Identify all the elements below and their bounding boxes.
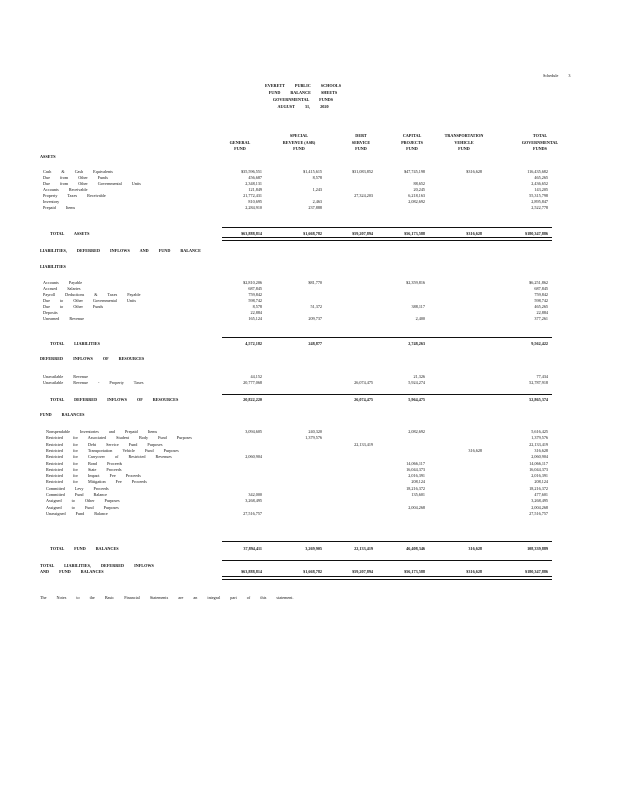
total-assets-value: $63,888,814 bbox=[241, 231, 262, 236]
deferred-row-value: 20,777,068 bbox=[243, 380, 262, 385]
asset-row-value: 2,895,847 bbox=[531, 199, 548, 204]
liability-row-value: 22,884 bbox=[250, 310, 262, 315]
report-title: AUGUST 31, 2020 bbox=[277, 104, 329, 109]
fund-balance-row-value: 477,601 bbox=[534, 492, 548, 497]
fund-balance-row-label: Assigned to Other Purposes bbox=[46, 498, 120, 504]
total-fund-balances-value: 37,894,411 bbox=[243, 546, 262, 551]
asset-row-value: $31,083,852 bbox=[352, 169, 373, 174]
liability-row-value: 759,842 bbox=[248, 292, 262, 297]
liability-row-value: $2,810,206 bbox=[243, 280, 262, 285]
liability-row-label: Due to Other Governmental Units bbox=[43, 298, 136, 303]
liability-row-label: Deposits bbox=[43, 310, 58, 315]
column-heading: PROJECTS bbox=[401, 139, 423, 145]
asset-row-value: $1,415,615 bbox=[303, 169, 322, 174]
section-heading-deferred-inflows: DEFERRED INFLOWS OF RESOURCES bbox=[40, 356, 145, 361]
fund-balance-row-label: Restricted for Transportation Vehicle Fund Purposes bbox=[46, 447, 179, 453]
total-liabilities-rule bbox=[222, 337, 552, 338]
grand-total-rule bbox=[222, 560, 552, 561]
fund-balance-row-value: 27,516,757 bbox=[243, 510, 262, 516]
column-heading: GOVERNMENTAL bbox=[521, 139, 559, 145]
grand-total-label: TOTAL LIABILITIES, DEFERRED INFLOWS bbox=[40, 563, 154, 568]
column-heading: SERVICE bbox=[351, 139, 371, 145]
asset-row-value: 465,265 bbox=[534, 175, 548, 180]
asset-row-value: 2,284,910 bbox=[245, 205, 262, 210]
deferred-row-label: Unavailable Revenue bbox=[43, 374, 88, 379]
liability-row-label: Accounts Payable bbox=[43, 280, 83, 285]
fund-balance-row-value: 2,082,692 bbox=[408, 429, 425, 434]
asset-row-value: 1,243 bbox=[312, 187, 322, 192]
asset-row-value: 810,695 bbox=[248, 199, 262, 204]
total-fund-balances-value: 316,628 bbox=[468, 546, 482, 551]
grand-total-value: $56,173,588 bbox=[404, 569, 425, 574]
fund-balance-row-label: Nonspendable Inventories and Prepaid Items bbox=[46, 429, 158, 434]
total-assets-value: $59,207,894 bbox=[352, 231, 373, 236]
asset-row-value: 8,578 bbox=[312, 175, 322, 180]
fund-balance-row-value: 18,216,372 bbox=[406, 485, 425, 491]
fund-balance-row-value: 2,016,391 bbox=[531, 473, 548, 479]
asset-row-value: 55,315,798 bbox=[529, 193, 548, 198]
asset-row-value: 116,435,682 bbox=[527, 169, 548, 174]
fund-balance-row-value: 14,066,117 bbox=[406, 460, 425, 466]
fund-balance-row-value: 1,379,576 bbox=[531, 435, 548, 441]
fund-balance-row-value: 18,216,372 bbox=[529, 485, 548, 491]
section-heading-fund-balances: FUND BALANCES bbox=[40, 412, 85, 417]
report-title: EVERETT PUBLIC SCHOOLS bbox=[264, 83, 342, 88]
total-liabilities-value: 2,748,263 bbox=[408, 341, 425, 346]
asset-row-value: 456,687 bbox=[248, 175, 262, 180]
column-heading: CAPITAL bbox=[402, 133, 422, 138]
fund-balance-row-label: Assigned to Fund Purposes bbox=[46, 504, 119, 510]
asset-row-value: 2,522,778 bbox=[531, 205, 548, 210]
liability-row-value: $81,770 bbox=[308, 280, 322, 285]
total-assets-value: $316,628 bbox=[466, 231, 482, 236]
footnote: The Notes to the Basic Financial Statements are an integral part of this statement. bbox=[40, 595, 294, 600]
column-heading: FUND bbox=[406, 146, 418, 151]
grand-total-value: $316,628 bbox=[466, 569, 482, 574]
liability-row-label: Accrued Salaries bbox=[43, 286, 81, 291]
liability-row-value: 687,845 bbox=[248, 286, 262, 291]
total-assets-value: $1,668,782 bbox=[303, 231, 322, 236]
column-heading: DEBT bbox=[355, 133, 367, 138]
liability-row-value: $2,359,816 bbox=[406, 280, 425, 285]
fund-balance-row-value: 27,516,757 bbox=[529, 510, 548, 516]
liability-row-value: 759,842 bbox=[534, 292, 548, 297]
fund-balance-row-label: Restricted for Bond Proceeds bbox=[46, 460, 123, 466]
asset-row-value: 27,324,203 bbox=[354, 193, 373, 198]
total-deferred-rule bbox=[222, 394, 552, 395]
asset-row-value: $316,628 bbox=[466, 169, 482, 174]
fund-balance-row-label: Restricted for Carryover of Restricted Revenues bbox=[46, 454, 172, 460]
fund-balance-row-label: Committed Levy Proceeds bbox=[46, 485, 109, 491]
total-deferred-label: TOTAL DEFERRED INFLOWS OF RESOURCES bbox=[50, 397, 179, 402]
liability-row-value: 465,265 bbox=[534, 304, 548, 309]
deferred-row-label: Unavailable Revenue - Property Taxes bbox=[43, 380, 144, 385]
liability-row-value: 2,400 bbox=[415, 316, 425, 321]
liability-row-value: 51,372 bbox=[310, 304, 322, 309]
fund-balance-row-value: 2,004,268 bbox=[408, 504, 425, 510]
grand-total-value: $180,347,886 bbox=[524, 569, 548, 574]
deferred-row-value: 5,924,274 bbox=[408, 380, 425, 385]
asset-row-label: Prepaid Items bbox=[43, 205, 76, 210]
liability-row-value: 22,884 bbox=[536, 310, 548, 315]
asset-row-value: 237,888 bbox=[308, 205, 322, 210]
total-fund-balances-value: 46,408,346 bbox=[406, 546, 425, 551]
fund-balance-row-label: Restricted for State Proceeds bbox=[46, 466, 122, 472]
column-heading: FUND bbox=[355, 146, 367, 151]
asset-row-value: 143,205 bbox=[534, 187, 548, 192]
total-fund-balances-value: 108,339,889 bbox=[527, 546, 548, 551]
total-assets-value: $56,173,588 bbox=[404, 231, 425, 236]
schedule-label: Schedule 3 bbox=[543, 73, 571, 78]
grand-total-value: $1,668,782 bbox=[303, 569, 322, 574]
fund-balance-row-value: 3,094,605 bbox=[245, 429, 262, 434]
total-assets-value: $180,347,886 bbox=[524, 231, 548, 236]
liability-row-value: 598,742 bbox=[248, 298, 262, 303]
liability-row-value: 209,737 bbox=[308, 316, 322, 321]
fund-balance-row-value: 2,016,391 bbox=[408, 473, 425, 479]
asset-row-value: $35,596,551 bbox=[241, 169, 262, 174]
asset-row-value: 88,652 bbox=[413, 181, 425, 186]
fund-balance-row-value: 2,060,904 bbox=[245, 454, 262, 460]
column-heading: TRANSPORTATION bbox=[444, 133, 484, 138]
column-heading: REVENUE (ASB) bbox=[282, 139, 316, 145]
asset-row-value: 121,849 bbox=[248, 187, 262, 192]
liability-row-value: 388,117 bbox=[411, 304, 425, 309]
fund-balance-row-value: 3,268,495 bbox=[531, 498, 548, 504]
fund-balance-row-value: 2,060,904 bbox=[531, 454, 548, 460]
fund-balance-row-value: 5,616,425 bbox=[531, 429, 548, 434]
fund-balance-row-value: 22,133,419 bbox=[354, 441, 373, 447]
total-liabilities-value: 9,562,422 bbox=[531, 341, 548, 346]
liability-row-value: $6,251,862 bbox=[529, 280, 548, 285]
liability-row-value: 377,261 bbox=[534, 316, 548, 321]
asset-row-value: 2,436,652 bbox=[531, 181, 548, 186]
total-deferred-value: 20,822,220 bbox=[243, 397, 262, 402]
section-heading-liabilities-deferred-fund: LIABILITIES, DEFERRED INFLOWS AND FUND BALANCE bbox=[40, 248, 201, 253]
fund-balance-row-value: 208,124 bbox=[411, 479, 425, 485]
asset-row-value: 20,245 bbox=[413, 187, 425, 192]
fund-balance-row-value: 240,320 bbox=[308, 429, 322, 434]
report-title: GOVERNMENTAL FUNDS bbox=[272, 97, 334, 102]
asset-row-value: 21,772,431 bbox=[243, 193, 262, 198]
total-assets-double-rule bbox=[222, 237, 552, 241]
total-assets-rule bbox=[222, 227, 552, 228]
total-fund-balances-rule bbox=[222, 541, 552, 542]
section-heading-liabilities: LIABILITIES bbox=[40, 264, 66, 269]
report-title: FUND BALANCE SHEETS bbox=[268, 90, 338, 95]
fund-balance-row-value: 14,066,117 bbox=[529, 460, 548, 466]
liability-row-value: 8,578 bbox=[252, 304, 262, 309]
total-deferred-value: 52,865,374 bbox=[529, 397, 548, 402]
liability-row-label: Payroll Deductions & Taxes Payable bbox=[43, 292, 141, 297]
deferred-row-value: 44,152 bbox=[250, 374, 262, 379]
total-fund-balances-label: TOTAL FUND BALANCES bbox=[50, 546, 119, 551]
grand-total-value: $63,888,814 bbox=[241, 569, 262, 574]
total-assets-label: TOTAL ASSETS bbox=[50, 231, 90, 236]
fund-balance-row-label: Restricted for Mitigation Fee Proceeds bbox=[46, 479, 147, 485]
fund-balance-row-value: 2,004,268 bbox=[531, 504, 548, 510]
total-liabilities-label: TOTAL LIABILITIES bbox=[50, 341, 100, 346]
asset-row-label: Property Taxes Receivable bbox=[43, 193, 106, 198]
liability-row-value: 598,742 bbox=[534, 298, 548, 303]
fund-balance-row-value: 3,268,495 bbox=[245, 498, 262, 504]
section-heading-assets: ASSETS bbox=[40, 154, 56, 159]
total-liabilities-value: 248,877 bbox=[308, 341, 322, 346]
asset-row-label: Inventory bbox=[43, 199, 60, 204]
column-heading: GENERAL bbox=[229, 139, 251, 145]
total-deferred-value: 5,964,475 bbox=[408, 397, 425, 402]
asset-row-value: 6,218,163 bbox=[408, 193, 425, 198]
column-heading: TOTAL bbox=[532, 133, 548, 138]
grand-total-value: $59,207,894 bbox=[352, 569, 373, 574]
fund-balance-row-value: 1,379,576 bbox=[305, 435, 322, 441]
asset-row-label: Cash & Cash Equivalents bbox=[43, 169, 113, 174]
column-heading: VEHICLE bbox=[454, 139, 474, 145]
fund-balance-row-label: Restricted for Associated Student Body Fund Purposes bbox=[46, 435, 192, 441]
grand-total-label: AND FUND BALANCES bbox=[40, 569, 104, 574]
deferred-row-value: 77,434 bbox=[536, 374, 548, 379]
total-fund-balances-value: 22,133,419 bbox=[354, 546, 373, 551]
asset-row-label: Accounts Receivable bbox=[43, 187, 88, 192]
asset-row-value: 2,082,692 bbox=[408, 199, 425, 204]
liability-row-value: 687,845 bbox=[534, 286, 548, 291]
fund-balance-row-label: Restricted for Debt Service Fund Purposes bbox=[46, 441, 163, 447]
column-heading: FUND bbox=[293, 146, 305, 151]
fund-balance-row-value: 16,044,373 bbox=[529, 466, 548, 472]
column-heading: FUND bbox=[458, 146, 470, 151]
fund-balance-row-value: 16,044,373 bbox=[406, 466, 425, 472]
column-heading: FUNDS bbox=[533, 146, 547, 151]
liability-row-label: Unearned Revenue bbox=[43, 316, 84, 321]
asset-row-value: $47,745,198 bbox=[404, 169, 425, 174]
fund-balance-row-label: Committed Fund Balance bbox=[46, 492, 108, 497]
deferred-row-value: 21,326 bbox=[413, 374, 425, 379]
grand-total-double-rule bbox=[222, 576, 552, 580]
asset-row-label: Due from Other Funds bbox=[43, 175, 109, 180]
fund-balance-row-value: 316,628 bbox=[468, 447, 482, 453]
fund-balance-row-value: 208,124 bbox=[534, 479, 548, 485]
column-heading: FUND bbox=[234, 146, 246, 151]
liability-row-value: 165,124 bbox=[248, 316, 262, 321]
column-heading: SPECIAL bbox=[289, 133, 309, 138]
asset-row-value: 2,463 bbox=[312, 199, 322, 204]
liability-row-label: Due to Other Funds bbox=[43, 304, 104, 309]
fund-balance-row-value: 316,628 bbox=[534, 447, 548, 453]
fund-balance-row-label: Restricted for Impact Fee Proceeds bbox=[46, 473, 141, 479]
fund-balance-row-value: 135,601 bbox=[411, 492, 425, 497]
total-liabilities-value: 4,572,182 bbox=[245, 341, 262, 346]
fund-balance-row-value: 22,133,419 bbox=[529, 441, 548, 447]
deferred-row-value: 52,787,918 bbox=[529, 380, 548, 385]
deferred-row-value: 26,074,475 bbox=[354, 380, 373, 385]
total-fund-balances-value: 3,269,905 bbox=[305, 546, 322, 551]
asset-row-label: Due from Other Governmental Units bbox=[43, 181, 141, 186]
fund-balance-row-value: 342,000 bbox=[248, 492, 262, 497]
asset-row-value: 2,348,131 bbox=[245, 181, 262, 186]
fund-balance-row-label: Unassigned Fund Balance bbox=[46, 510, 108, 516]
total-deferred-value: 26,074,475 bbox=[354, 397, 373, 402]
